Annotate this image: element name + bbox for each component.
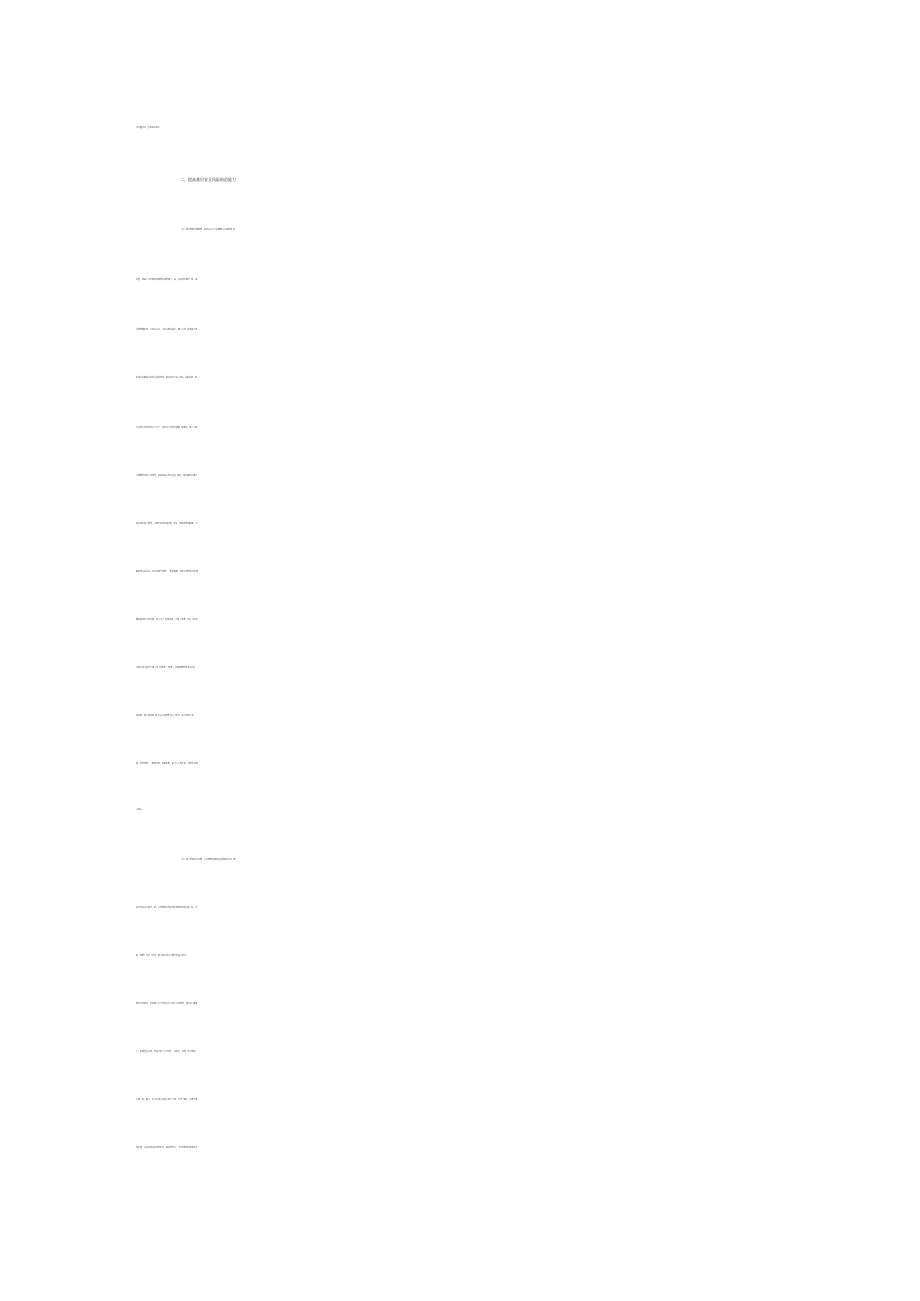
section-heading: 二、提高基层安全风险防范能力 bbox=[180, 177, 236, 182]
paragraph-5-line-11: 播渠道，落实直达网 格责任人的预警“叫应”机制，综合运用应急广 bbox=[136, 715, 196, 717]
paragraph-5-line-1: （五）强化智能监测预警。推动公共安全治理模式向事前预 防 bbox=[180, 229, 236, 231]
paragraph-5-line-12: 播、短信微信、 智能外呼、鸣锣吹哨、敲门入户等手段，及时传达到 bbox=[136, 763, 198, 765]
paragraph-line-1: 排查整治和 责任倒查机制。 bbox=[136, 127, 162, 129]
paragraph-5-line-7: 享和风险综合研判。定期开展危险源辨识 评估，积极运用物联网、大 bbox=[136, 523, 198, 525]
paragraph-5-line-6: 或兼职信息报告员制度，推动系统应用向基层 延伸，强化数据汇聚共 bbox=[136, 475, 198, 477]
paragraph-6-line-5: 点，盯紧基层末梢，着重开展“九小场所”、农家乐、经营 性自建房、 bbox=[136, 1051, 198, 1053]
paragraph-6-line-3: 镇（街道）和村（社区）配合相关部门定期开展重点检查， bbox=[136, 955, 189, 957]
paragraph-6-line-2: 的业务和技术指导，推广应用简便易用的风险隐患信息报送系 统。乡 bbox=[136, 907, 198, 909]
paragraph-5-line-8: 数据等先进技术，对老化燃气管道、 桥涵隧道、病险水库等高风险领 bbox=[136, 571, 198, 573]
paragraph-5-line-5: 石流等自然灾害和安全生产、消防安全风险监测网 络建设，建立专职 bbox=[136, 427, 198, 429]
paragraph-5-line-2: 转型，促进专业监测和群测群防深度融合，进一步完善监测手 段，提 bbox=[136, 279, 198, 281]
paragraph-6-line-7: 尾矿库、山洪和地质灾害危险区、森林草原火 险区等风险隐患排查， bbox=[136, 1147, 200, 1149]
paragraph-5-line-10: 在相关部门指导下建立风 险隐患“一张图”，畅通预警信息发布和传 bbox=[136, 667, 196, 669]
paragraph-6-line-4: 做好日常巡查，推动落实生产经营单位主动自查等制度，突出防 御重 bbox=[136, 1003, 198, 1005]
paragraph-5-line-4: 险普查和数据成果动态更新制度，强化结果分析应用O 加强洪涝、泥 bbox=[136, 377, 197, 379]
paragraph-5-line-13: 户到人。 bbox=[136, 809, 145, 811]
paragraph-5-line-9: 域加强风险实时监测，制定安全 防范措施。乡镇（街道）和村（社区） bbox=[136, 619, 200, 621]
paragraph-6-line-1: （六）做实隐患排查治理。市县两级加强对基层隐患排查治 理 bbox=[180, 859, 236, 861]
paragraph-5-line-3: 高预警精准度，实现从人防、技防向智防提升。健全自然 灾害综合风 bbox=[136, 329, 198, 331]
paragraph-6-line-6: 在建工地、燃气、低洼易涝点及城市地下空间、江河 堤防、山塘水库、 bbox=[136, 1099, 200, 1101]
